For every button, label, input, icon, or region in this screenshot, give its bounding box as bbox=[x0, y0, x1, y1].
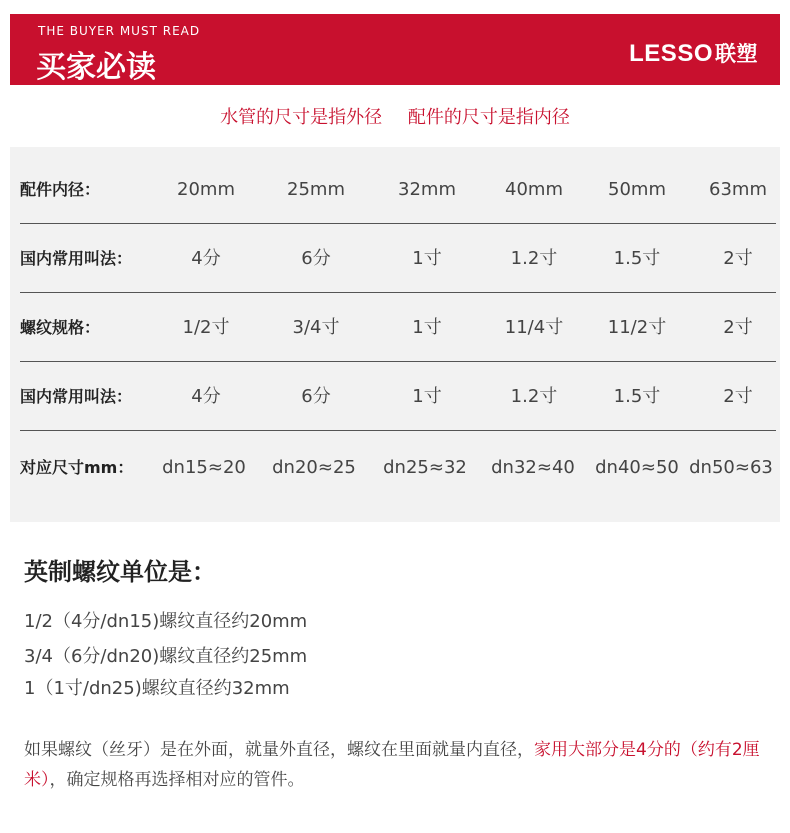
table-cell: 1.2寸 bbox=[510, 248, 558, 269]
row-label: 配件内径： bbox=[20, 180, 101, 199]
table-cell: 4分 bbox=[191, 386, 221, 407]
logo-latin: LESSO bbox=[629, 40, 713, 67]
note-text: 如果螺纹（丝牙）是在外面，就量外直径，螺纹在里面就量内直径， bbox=[24, 740, 534, 760]
table-cell: 20mm bbox=[177, 179, 235, 200]
header-subtitle: THE BUYER MUST READ bbox=[38, 24, 201, 38]
table-cell: 1寸 bbox=[412, 317, 442, 338]
row-label: 螺纹规格： bbox=[20, 318, 101, 337]
row-label: 国内常用叫法： bbox=[20, 249, 133, 268]
table-row bbox=[20, 224, 776, 293]
table-cell: 3/4寸 bbox=[292, 317, 340, 338]
table-cell: 40mm bbox=[505, 179, 563, 200]
table-cell: dn25≈32 bbox=[383, 457, 467, 478]
logo-cn: 联塑 bbox=[715, 42, 758, 66]
header-title: 买家必读 bbox=[36, 50, 156, 85]
table-cell: 4分 bbox=[191, 248, 221, 269]
table-cell: dn15≈20 bbox=[162, 457, 246, 478]
table-cell: 2寸 bbox=[723, 248, 753, 269]
table-row bbox=[20, 293, 776, 362]
table-cell: 2寸 bbox=[723, 317, 753, 338]
table-cell: 25mm bbox=[287, 179, 345, 200]
table-cell: dn20≈25 bbox=[272, 457, 356, 478]
table-cell: dn40≈50 bbox=[595, 457, 679, 478]
table-cell: 32mm bbox=[398, 179, 456, 200]
size-table bbox=[10, 147, 780, 522]
row-label: 国内常用叫法： bbox=[20, 387, 133, 406]
table-cell: 1/2寸 bbox=[182, 317, 230, 338]
brand-logo bbox=[629, 38, 758, 68]
table-cell: 1.5寸 bbox=[613, 386, 661, 407]
table-cell: dn50≈63 bbox=[689, 457, 773, 478]
table-row bbox=[20, 362, 776, 431]
table-cell: 1寸 bbox=[412, 386, 442, 407]
note-text-end: ，确定规格再选择相对应的管件。 bbox=[49, 770, 305, 790]
note-highlight: 家用大部分是4分的（约有2厘米） bbox=[24, 740, 760, 790]
table-cell: 1.2寸 bbox=[510, 386, 558, 407]
table-cell: 6分 bbox=[301, 386, 331, 407]
table-cell: 1寸 bbox=[412, 248, 442, 269]
table-row bbox=[20, 155, 776, 224]
table-cell: 6分 bbox=[301, 248, 331, 269]
table-cell: 11/2寸 bbox=[607, 317, 667, 338]
measurement-note bbox=[24, 735, 784, 795]
table-cell: 50mm bbox=[608, 179, 666, 200]
fitting-notice: 配件的尺寸是指内径 bbox=[407, 107, 570, 128]
table-cell: dn32≈40 bbox=[491, 457, 575, 478]
imperial-heading: 英制螺纹单位是： bbox=[24, 558, 216, 586]
row-divider bbox=[20, 430, 776, 431]
imperial-item: 1/2（4分/dn15)螺纹直径约20mm bbox=[24, 611, 308, 632]
table-cell: 63mm bbox=[709, 179, 767, 200]
table-cell: 1.5寸 bbox=[613, 248, 661, 269]
table-cell: 2寸 bbox=[723, 386, 753, 407]
row-label: 对应尺寸mm： bbox=[20, 458, 134, 477]
table-row bbox=[20, 433, 776, 502]
imperial-item: 1（1寸/dn25)螺纹直径约32mm bbox=[24, 678, 290, 699]
header-banner bbox=[10, 14, 780, 85]
table-cell: 11/4寸 bbox=[504, 317, 564, 338]
imperial-item: 3/4（6分/dn20)螺纹直径约25mm bbox=[24, 646, 308, 667]
pipe-notice: 水管的尺寸是指外径 bbox=[220, 107, 383, 128]
size-notice bbox=[0, 103, 790, 129]
